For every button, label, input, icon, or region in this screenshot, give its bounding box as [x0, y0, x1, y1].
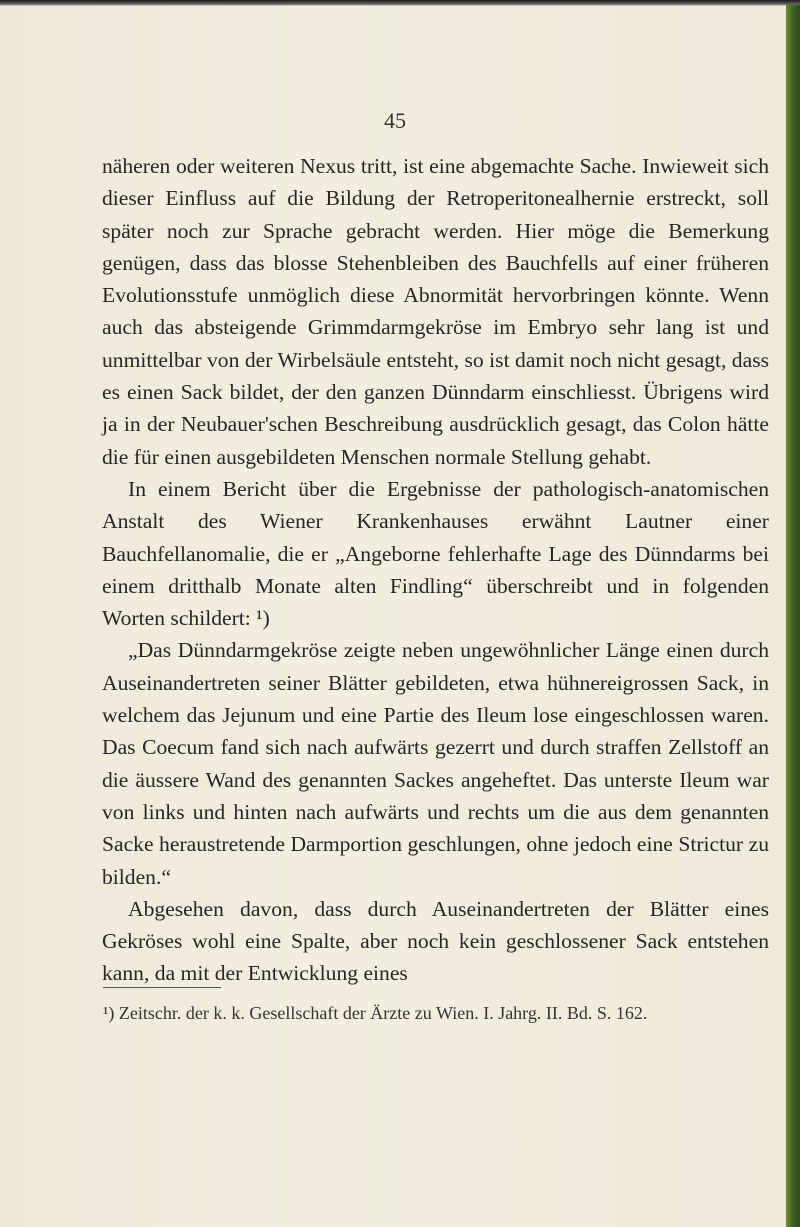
paragraph-2: In einem Bericht über die Ergebnisse der pathologisch-anatomischen Anstalt des Wiener Krankenhauses erwähnt Lautner einer Bauchfellanomalie, die er „Angeborne fehlerhafte Lage des Dünndarms bei einem dritthalb Monate alten Findling“ überschreibt und in folgenden Worten schildert: ¹) — [102, 476, 769, 631]
page-number: 45 — [384, 108, 406, 133]
body-text — [102, 150, 769, 990]
footnote: ¹) Zeitschr. der k. k. Gesellschaft der Ärzte zu Wien. I. Jahrg. II. Bd. S. 162. — [103, 1003, 648, 1023]
paragraph-4: Abgesehen davon, dass durch Auseinandertreten der Blätter eines Gekröses wohl eine Spalte, aber noch kein geschlossener Sack entstehen kann, da mit der Entwicklung eines — [102, 896, 769, 986]
book-spine-edge — [786, 0, 800, 1227]
paragraph-3-quote: „Das Dünndarmgekröse zeigte neben ungewöhnlicher Länge einen durch Auseinandertreten seiner Blätter gebildeten, etwa hühnereigrossen Sack, in welchem das Jejunum und eine Partie des Ileum lose eingeschlossen waren. Das Coecum fand sich nach aufwärts gezerrt und durch straffen Zellstoff an die äussere Wand des genannten Sackes angeheftet. Das unterste Ileum war von links und hinten nach aufwärts und rechts um die aus dem genannten Sacke heraustretende Darmportion geschlungen, ohne jedoch eine Strictur zu bilden.“ — [102, 638, 769, 889]
paragraph-1: näheren oder weiteren Nexus tritt, ist eine abgemachte Sache. Inwieweit sich dieser Einfluss auf die Bildung der Retroperitonealhernie erstreckt, soll später noch zur Sprache gebracht werden. Hier möge die Bemerkung genügen, dass das blosse Stehenbleiben des Bauchfells auf einer früheren Evolutionsstufe unmöglich diese Abnormität hervorbringen könnte. Wenn auch das absteigende Grimmdarmgekröse im Embryo sehr lang ist und unmittelbar von der Wirbelsäule entsteht, so ist damit noch nicht gesagt, dass es einen Sack bildet, der den ganzen Dünndarm einschliesst. Übrigens wird ja in der Neubauer'schen Beschreibung ausdrücklich gesagt, das Colon hätte die für einen ausgebildeten Menschen normale Stellung gehabt. — [102, 154, 769, 469]
footnote-rule — [103, 987, 221, 988]
scan-top-edge — [0, 0, 800, 6]
